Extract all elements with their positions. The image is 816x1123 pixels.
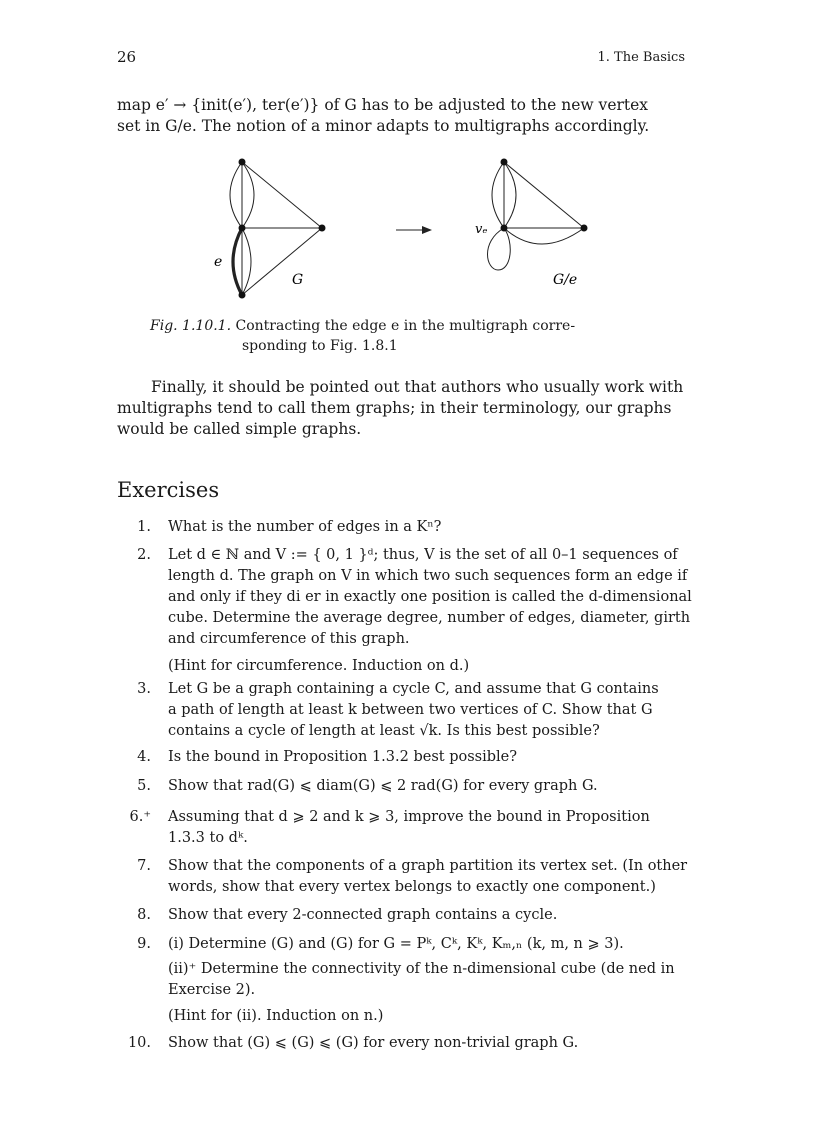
exercise-hint: (Hint for (ii). Induction on n.): [168, 1008, 384, 1024]
exercise-number: 1.: [137, 519, 151, 535]
graph-edge: [242, 162, 254, 228]
running-header: 1. The Basics: [597, 50, 685, 65]
exercise-text: Show that rad(G) ⩽ diam(G) ⩽ 2 rad(G) for every graph G.: [168, 778, 598, 794]
exercise-number: 9.: [137, 936, 151, 952]
graph-edge: [242, 228, 322, 295]
exercise-number: 4.: [137, 749, 151, 765]
exercise-text: 1.3.3 to dᵏ.: [168, 830, 248, 846]
graph-label-G: G: [292, 272, 304, 288]
vertex: [501, 159, 508, 166]
graph-edge: [504, 162, 516, 228]
intro-paragraph: [117, 95, 686, 137]
page-number: 26: [117, 48, 137, 66]
caption-text: Contracting the edge e in the multigraph corre-: [235, 318, 576, 334]
exercise-text: Exercise 2).: [168, 982, 256, 998]
graph-edge: [230, 162, 242, 228]
caption-label: Fig. 1.10.1.: [150, 318, 232, 334]
exercise-text: contains a cycle of length at least √k. Is this best possible?: [168, 723, 600, 739]
graph-edge: [504, 228, 584, 244]
exercise-text: length d. The graph on V in which two such sequences form an edge if: [168, 568, 688, 584]
exercise-text: What is the number of edges in a Kⁿ?: [168, 519, 442, 535]
figure-caption: [150, 316, 650, 356]
vertex-label-ve: vₑ: [475, 222, 488, 237]
text-line: set in G/e. The notion of a minor adapts to multigraphs accordingly.: [117, 117, 650, 135]
text-line: multigraphs tend to call them graphs; in their terminology, our graphs: [117, 399, 672, 417]
exercise-number: 7.: [137, 858, 151, 874]
exercise-text: Show that (G) ⩽ (G) ⩽ (G) for every non-trivial graph G.: [168, 1035, 579, 1051]
vertex: [239, 292, 246, 299]
closing-paragraph: [117, 377, 686, 440]
graph-label-Ge: G/e: [553, 272, 578, 288]
exercise-text: Is the bound in Proposition 1.3.2 best possible?: [168, 749, 517, 765]
exercise-number: 6.⁺: [129, 809, 151, 825]
vertex-ve: [501, 225, 508, 232]
graph-edge: [242, 228, 251, 295]
graph-edge: [492, 162, 504, 228]
text-line: Finally, it should be pointed out that authors who usually work with: [151, 378, 684, 396]
vertex: [239, 225, 246, 232]
exercise-number: 8.: [137, 907, 151, 923]
exercise-text: (i) Determine (G) and (G) for G = Pᵏ, Cᵏ, Kᵏ, Kₘ,ₙ (k, m, n ⩾ 3).: [168, 936, 624, 952]
exercise-text: and circumference of this graph.: [168, 631, 410, 647]
exercise-text: words, show that every vertex belongs to exactly one component.): [168, 879, 656, 895]
exercise-text: cube. Determine the average degree, number of edges, diameter, girth: [168, 610, 691, 626]
vertex: [239, 159, 246, 166]
exercise-number: 10.: [127, 1035, 151, 1051]
exercise-number: 5.: [137, 778, 151, 794]
exercise-text: Show that the components of a graph partition its vertex set. (In other: [168, 858, 688, 874]
exercise-text: and only if they di er in exactly one position is called the d-dimensional: [168, 589, 692, 605]
edge-label-e: e: [214, 254, 223, 270]
text-line: would be called simple graphs.: [117, 420, 362, 438]
loop-edge: [488, 228, 511, 270]
contracted-edge-e: [233, 228, 242, 295]
exercise-text: Let d ∈ ℕ and V := { 0, 1 }ᵈ; thus, V is the set of all 0–1 sequences of: [168, 547, 678, 563]
exercise-number: 3.: [137, 681, 151, 697]
graph-G-over-e: [488, 162, 585, 270]
exercise-text: a path of length at least k between two vertices of C. Show that G: [168, 702, 653, 718]
text-line: map e′ → {init(e′), ter(e′)} of G has to be adjusted to the new vertex: [117, 96, 649, 114]
exercise-text: Let G be a graph containing a cycle C, and assume that G contains: [168, 681, 659, 697]
caption-text: sponding to Fig. 1.8.1: [242, 338, 398, 354]
section-title: Exercises: [117, 478, 220, 502]
exercise-hint: (Hint for circumference. Induction on d.): [168, 658, 470, 674]
exercise-text: (ii)⁺ Determine the connectivity of the n-dimensional cube (de ned in: [168, 961, 675, 977]
exercise-text: Assuming that d ⩾ 2 and k ⩾ 3, improve the bound in Proposition: [168, 809, 650, 825]
multigraph-figure: [190, 150, 610, 310]
arrow-icon: [396, 226, 432, 234]
exercise-text: Show that every 2-connected graph contains a cycle.: [168, 907, 558, 923]
vertex: [319, 225, 326, 232]
exercise-number: 2.: [137, 547, 151, 563]
vertex: [581, 225, 588, 232]
